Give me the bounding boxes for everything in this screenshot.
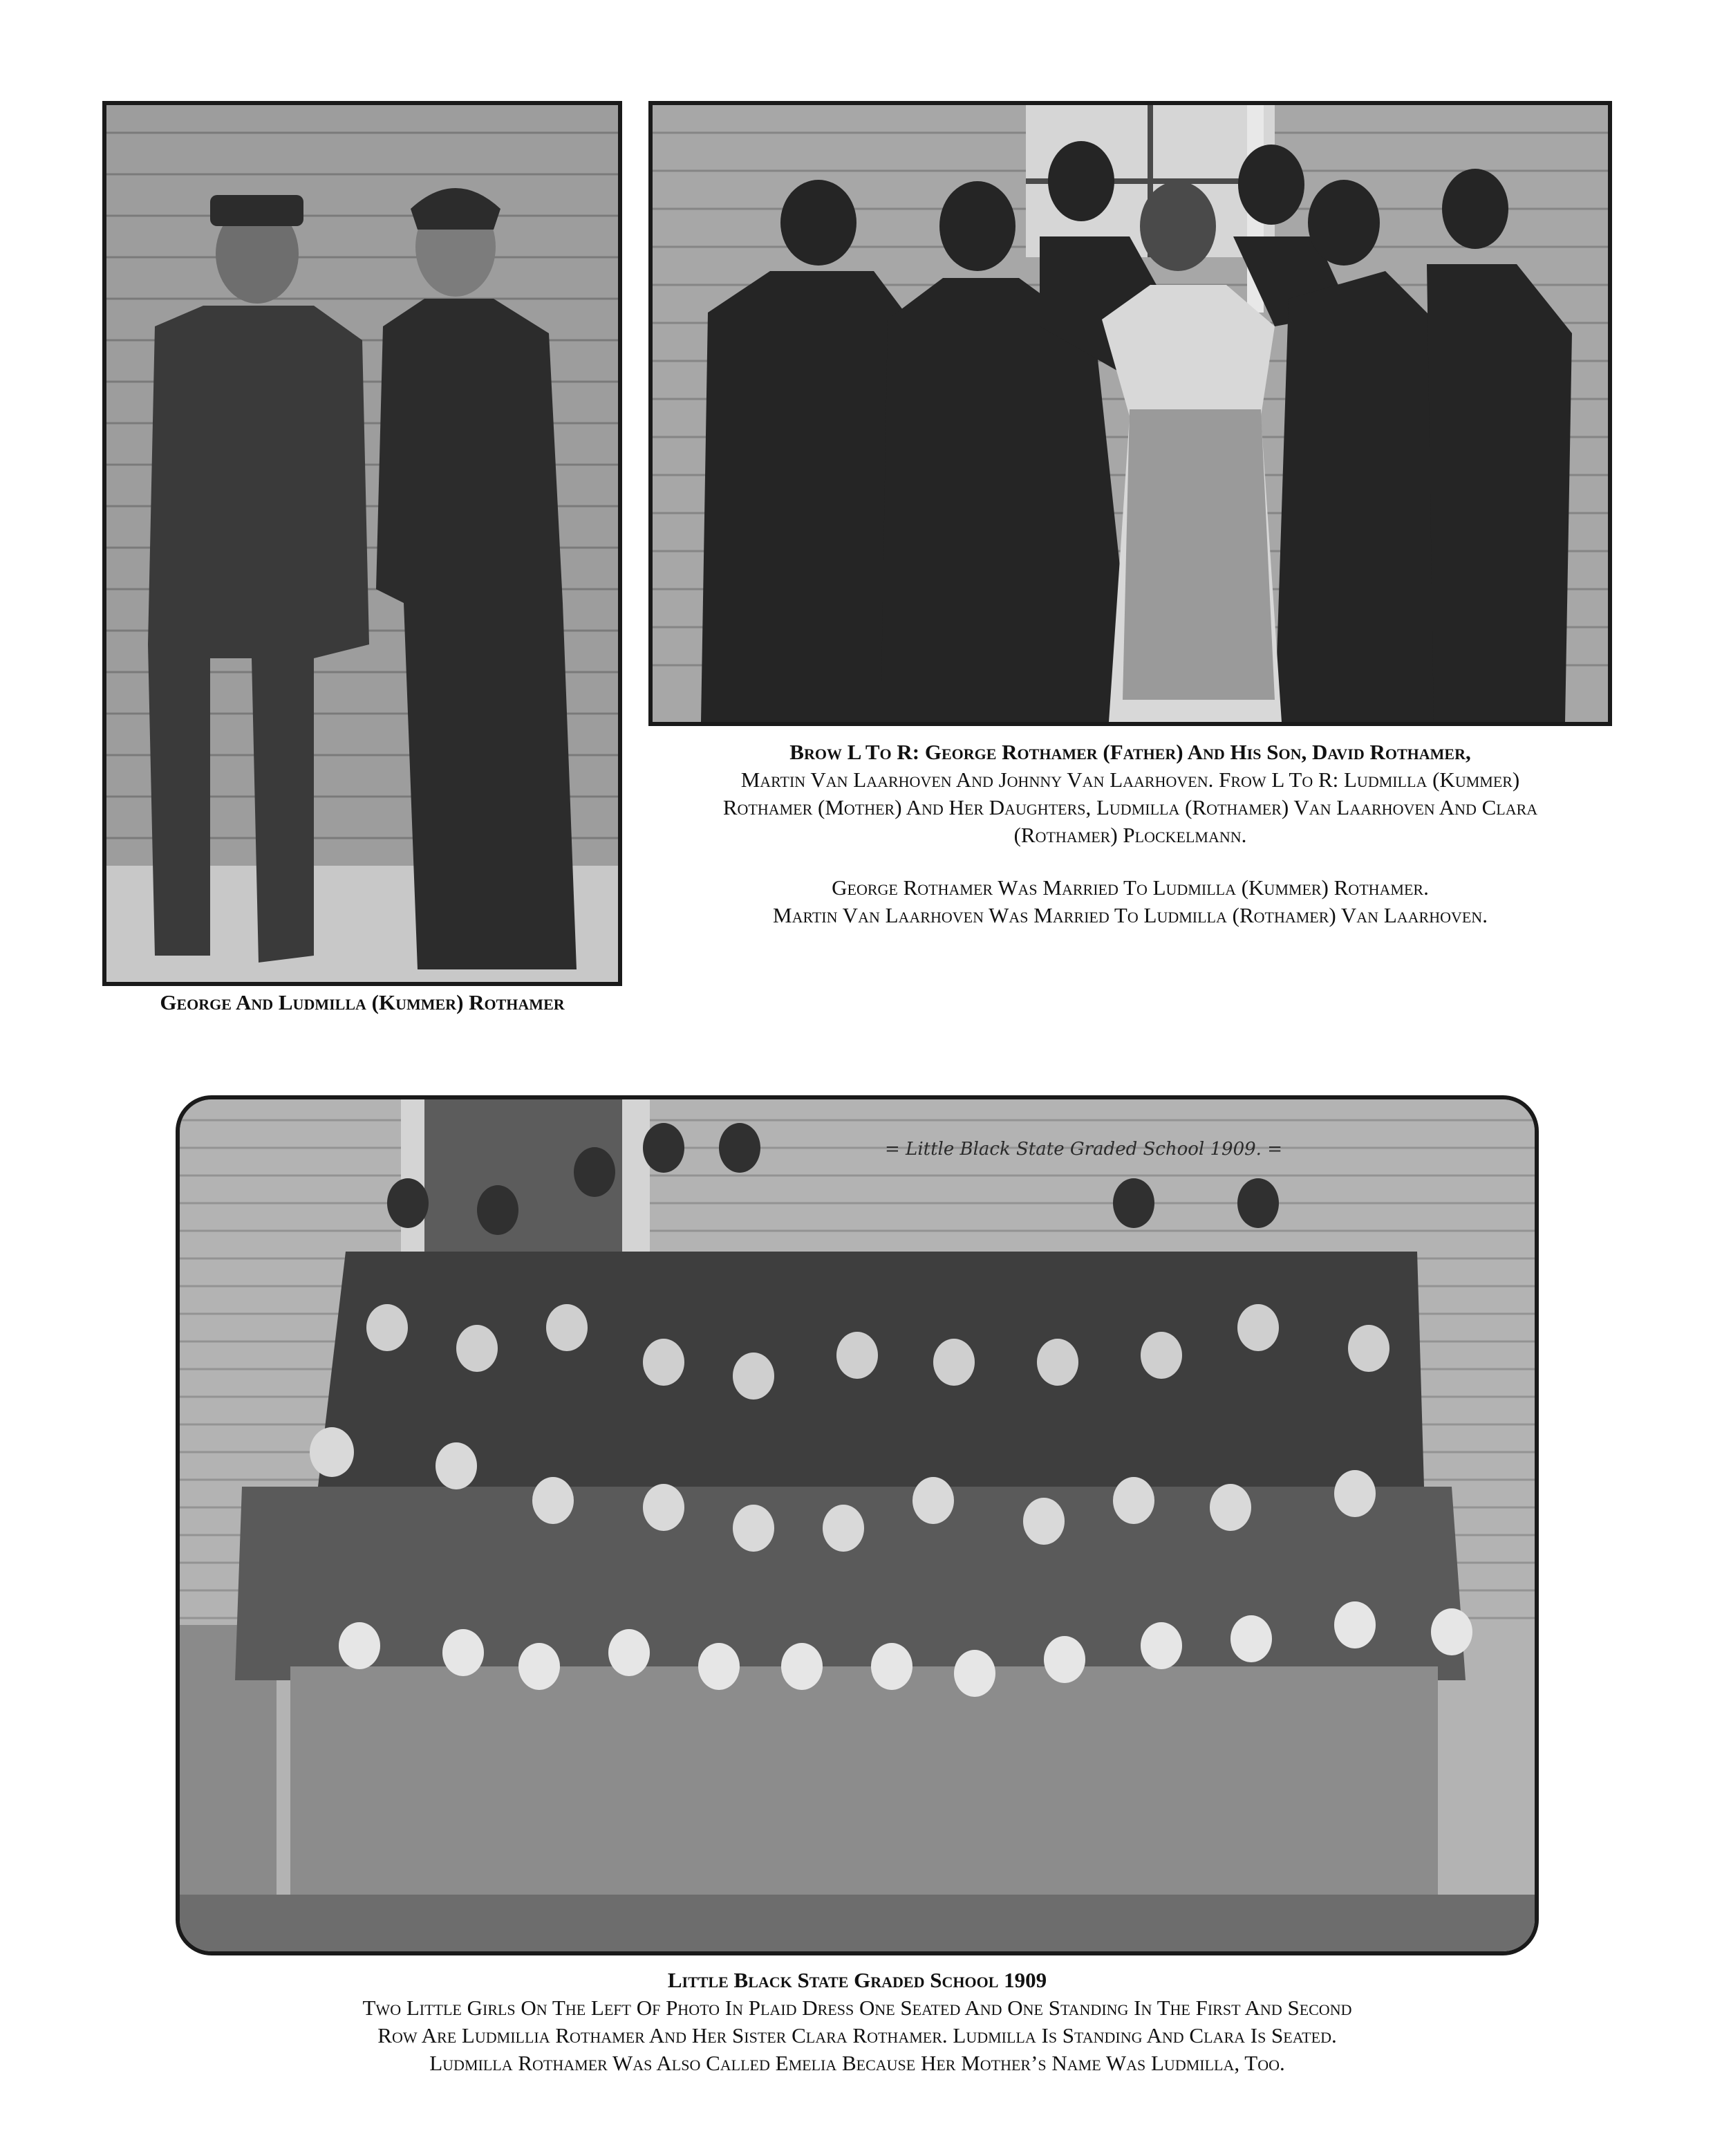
- photo-school-1909: [176, 1095, 1539, 1955]
- caption-spacer: [648, 849, 1612, 874]
- caption-family-note: Martin Van Laarhoven Was Married To Ludmilla (Rothamer) Van Laarhoven.: [773, 903, 1488, 927]
- caption-family-note: George Rothamer Was Married To Ludmilla (Kummer) Rothamer.: [832, 875, 1429, 900]
- photo-george-ludmilla: [102, 101, 622, 986]
- caption-george-ludmilla: [102, 989, 622, 1016]
- caption-school-title: Little Black State Graded School 1909: [667, 1968, 1047, 1992]
- caption-family-title: Brow L To R: George Rothamer (Father) And His Son, David Rothamer,: [789, 740, 1471, 764]
- caption-school-line: Two Little Girls On The Left Of Photo In Plaid Dress One Seated And One Standing In The First And Second: [362, 1996, 1352, 2020]
- caption-family-line: Rothamer (Mother) And Her Daughters, Ludmilla (Rothamer) Van Laarhoven And Clara: [722, 795, 1538, 819]
- caption-school-line: Ludmilla Rothamer Was Also Called Emelia Because Her Mother’s Name Was Ludmilla, Too.: [429, 2051, 1285, 2075]
- photo-rothamer-family-image: [653, 105, 1608, 722]
- caption-family-line: (Rothamer) Plockelmann.: [1013, 823, 1247, 847]
- school-wall-inscription: = Little Black State Graded School 1909. =: [885, 1139, 1282, 1160]
- photo-school-1909-image: [180, 1099, 1535, 1951]
- caption-school-line: Row Are Ludmillia Rothamer And Her Sister Clara Rothamer. Ludmilla Is Standing And Clara Is Seated.: [377, 2023, 1337, 2047]
- photo-rothamer-family: [648, 101, 1612, 726]
- caption-family-line: Martin Van Laarhoven And Johnny Van Laarhoven. Frow L To R: Ludmilla (Kummer): [740, 768, 1520, 792]
- caption-family: [648, 738, 1612, 929]
- caption-george-title: George And Ludmilla (Kummer) Rothamer: [160, 990, 565, 1014]
- caption-school: [176, 1967, 1539, 2077]
- photo-george-ludmilla-image: [106, 105, 618, 982]
